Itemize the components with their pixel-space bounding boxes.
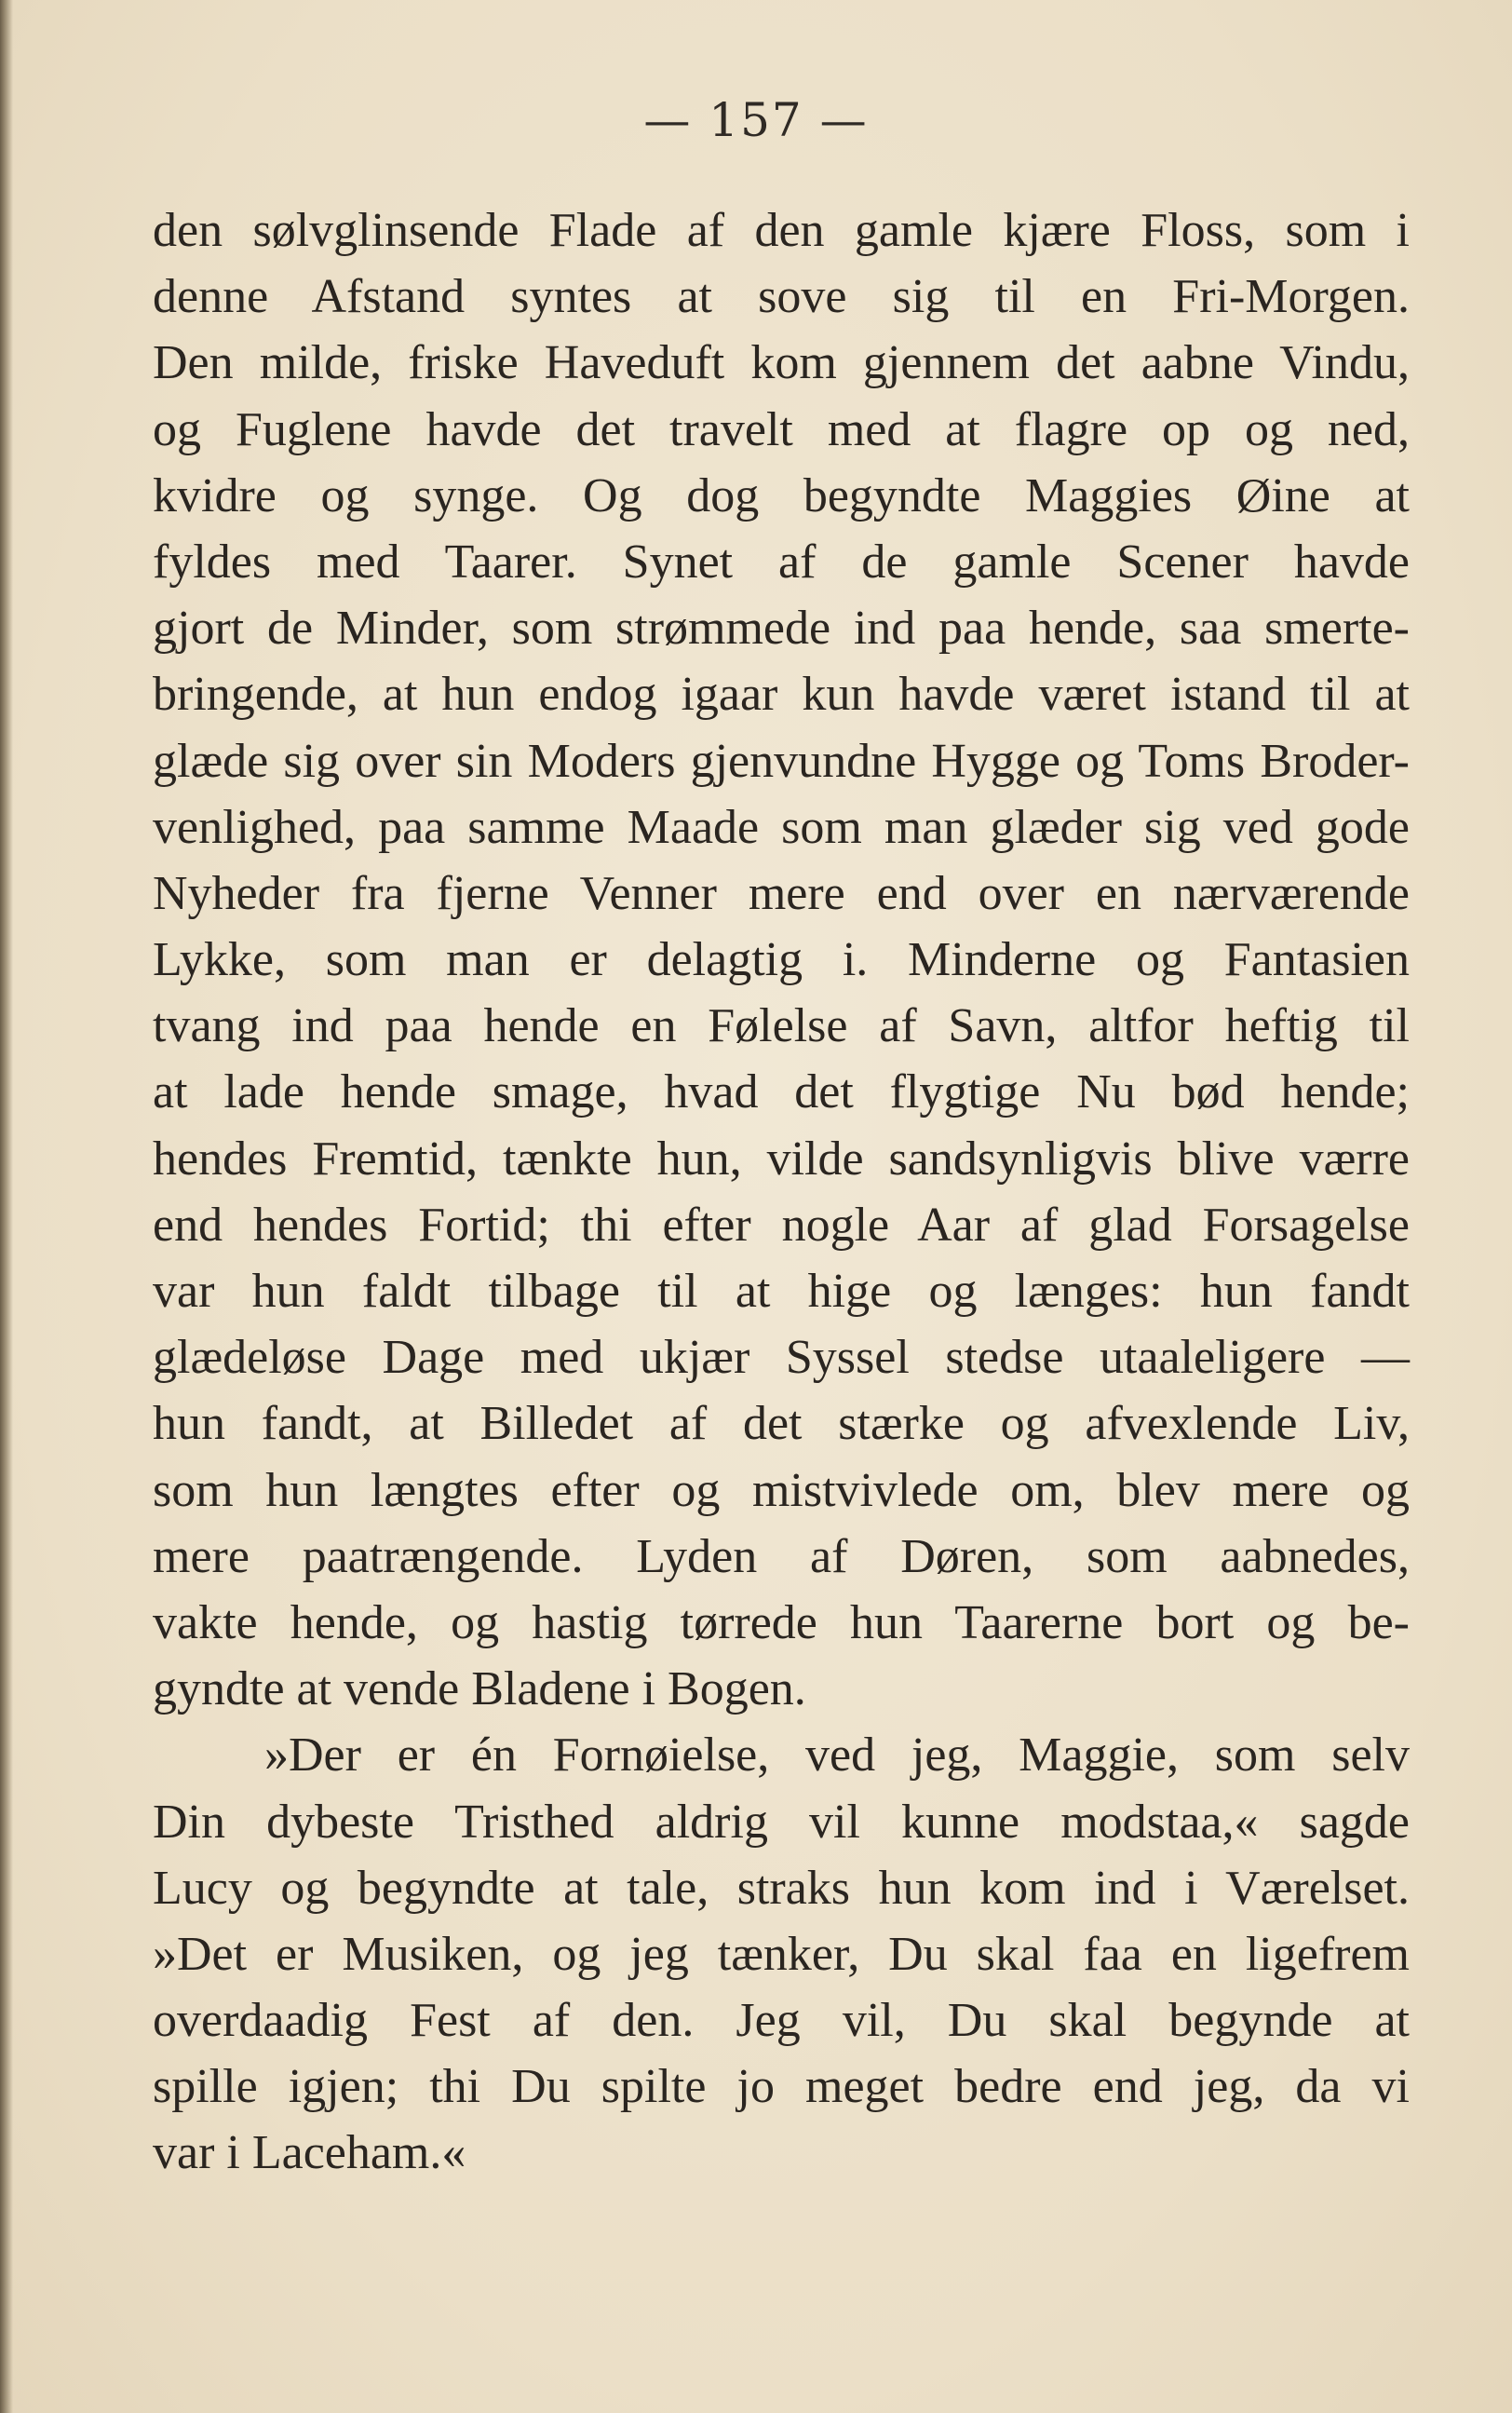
paragraph-2	[153, 1722, 1410, 2186]
text-line: gjort de Minder, som strømmede ind paa hende, saa smerte-	[153, 602, 1410, 656]
text-line: end hendes Fortid; thi efter nogle Aar af glad Forsagelse	[153, 1198, 1410, 1252]
paragraph-1	[153, 197, 1410, 1722]
text-line: var hun faldt tilbage til at hige og længes: hun fandt	[153, 1265, 1410, 1318]
text-line: glædeløse Dage med ukjær Syssel stedse utaaleligere —	[153, 1331, 1410, 1385]
text-line: vakte hende, og hastig tørrede hun Taarerne bort og be-	[153, 1595, 1410, 1649]
text-line: Nyheder fra fjerne Venner mere end over en nærværende	[153, 866, 1410, 920]
text-line: gyndte at vende Bladene i Bogen.	[153, 1662, 806, 1716]
text-line: tvang ind paa hende en Følelse af Savn, altfor heftig til	[153, 999, 1410, 1053]
text-line: glæde sig over sin Moders gjenvundne Hygge og Toms Broder-	[153, 734, 1410, 788]
text-line: venlighed, paa samme Maade som man glæder sig ved gode	[153, 800, 1410, 854]
text-line: »Der er én Fornøielse, ved jeg, Maggie, som selv	[264, 1728, 1410, 1783]
text-line: »Det er Musiken, og jeg tænker, Du skal faa en ligefrem	[153, 1927, 1410, 1981]
text-line: Lykke, som man er delagtig i. Minderne og Fantasien	[153, 933, 1410, 987]
text-line: hendes Fremtid, tænkte hun, vilde sandsynligvis blive værre	[153, 1132, 1410, 1186]
text-line: den sølvglinsende Flade af den gamle kjære Floss, som i	[153, 204, 1410, 257]
text-line: Den milde, friske Haveduft kom gjennem det aabne Vindu,	[153, 336, 1410, 390]
page-number: — 157 —	[643, 93, 869, 147]
text-line: hun fandt, at Billedet af det stærke og afvexlende Liv,	[153, 1397, 1410, 1451]
text-line: var i Laceham.«	[153, 2126, 466, 2180]
body-text	[153, 197, 1410, 2187]
text-line: og Fuglene havde det travelt med at flagre op og ned,	[153, 402, 1410, 456]
text-line: fyldes med Taarer. Synet af de gamle Scener havde	[153, 535, 1410, 589]
text-line: Din dybeste Tristhed aldrig vil kunne modstaa,« sagde	[153, 1795, 1410, 1849]
text-line: Lucy og begyndte at tale, straks hun kom ind i Værelset.	[153, 1861, 1410, 1915]
text-line: bringende, at hun endog igaar kun havde været istand til at	[153, 668, 1410, 722]
text-line: kvidre og synge. Og dog begyndte Maggies Øine at	[153, 468, 1410, 522]
text-line: at lade hende smage, hvad det flygtige Nu bød hende;	[153, 1065, 1410, 1119]
text-line: overdaadig Fest af den. Jeg vil, Du skal begynde at	[153, 1994, 1410, 2048]
text-line: som hun længtes efter og mistvivlede om, blev mere og	[153, 1463, 1410, 1517]
page-binding-edge	[0, 0, 13, 2413]
text-line: spille igjen; thi Du spilte jo meget bedre end jeg, da vi	[153, 2060, 1410, 2114]
text-line: denne Afstand syntes at sove sig til en Fri-Morgen.	[153, 270, 1410, 324]
text-line: mere paatrængende. Lyden af Døren, som aabnedes,	[153, 1529, 1410, 1583]
